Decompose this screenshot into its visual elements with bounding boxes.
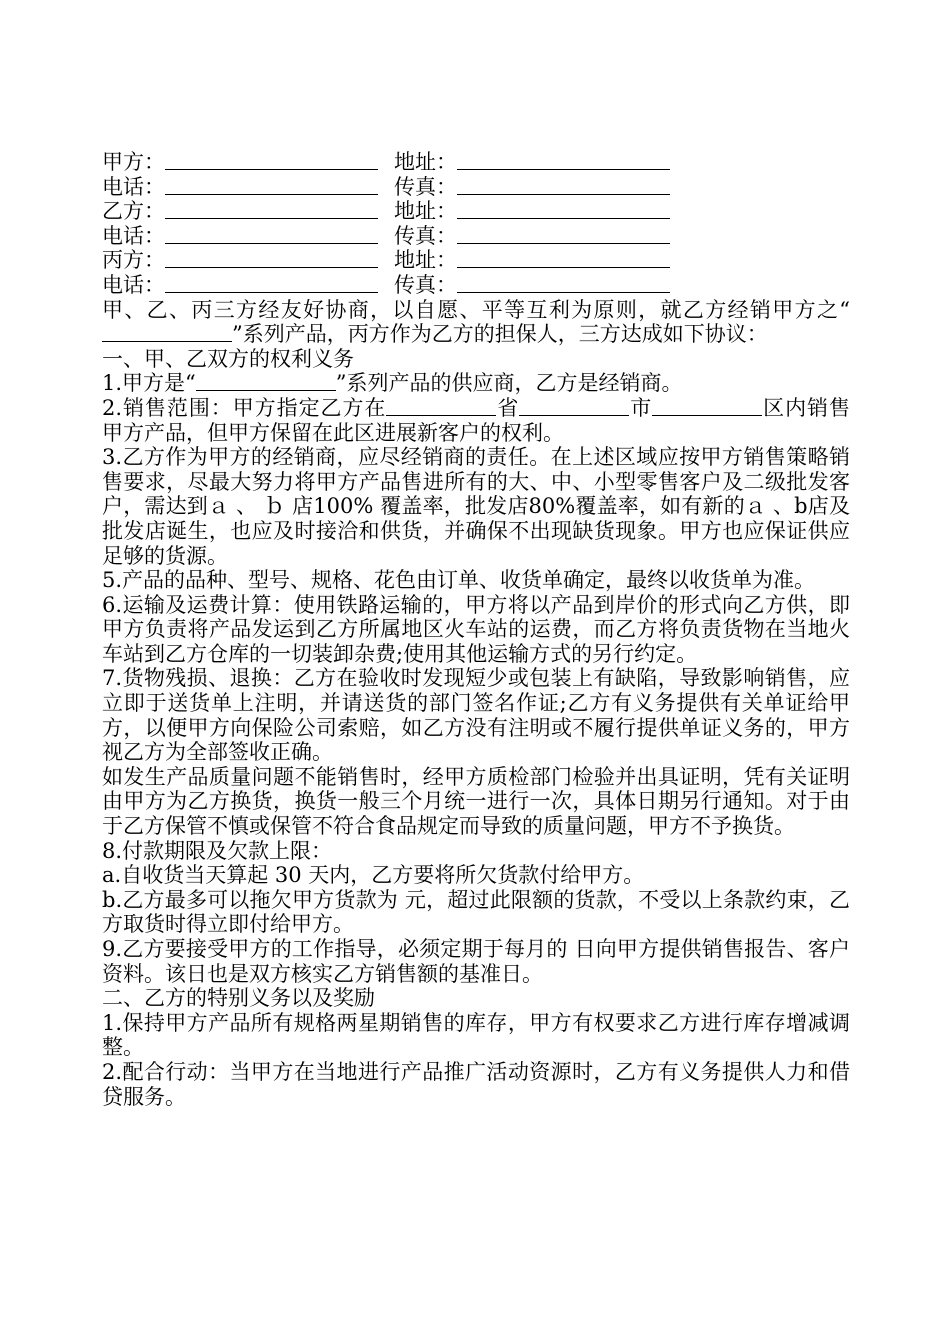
item-1-part2: ”系列产品的供应商，乙方是经销商。 [335,371,683,396]
party-row-6 [102,273,850,298]
party-row-5 [102,248,850,273]
item-3: 3.乙方作为甲方的经销商，应尽经销商的责任。在上述区域应按甲方销售策略销售要求，尽最大努力将甲方产品售进所有的大、中、小型零售客户及二级批发客户，需达到ａ 、 ｂ 店100% 覆盖率，批发店80%覆盖率，如有新的ａ 、b店及批发店诞生，也应及时接洽和供货，并确保不出现缺货现象。甲方也应保证供应足够的货源。 [102,445,850,568]
item-1 [102,371,850,396]
party-row-4 [102,224,850,249]
address-c-label: 地址： [394,248,457,273]
item-2-part1: 2.销售范围：甲方指定乙方在 [102,395,387,420]
address-b-label: 地址： [394,199,457,224]
fax-b-blank[interactable] [457,224,670,244]
party-b-blank[interactable] [165,199,378,219]
item-7b: 如发生产品质量问题不能销售时，经甲方质检部门检验并出具证明，凭有关证明由甲方为乙方换货，换货一般三个月统一进行一次，具体日期另行通知。对于由于乙方保管不慎或保管不符合食品规定而导致的质量问题，甲方不予换货。 [102,764,850,839]
item-5: 5.产品的品种、型号、规格、花色由订单、收货单确定，最终以收货单为准。 [102,568,816,593]
address-c-blank[interactable] [457,248,670,268]
party-c-blank[interactable] [165,248,378,268]
contract-page [102,150,850,1109]
item-7: 7.货物残损、退换：乙方在验收时发现短少或包装上有缺陷，导致影响销售，应立即于送货单上注明，并请送货的部门签名作证;乙方有义务提供有关单证给甲方，以便甲方向保险公司索赔，如乙方没有注明或不履行提供单证义务的，甲方视乙方为全部签收正确。 [102,666,850,765]
item-2-city-label: 市 [629,395,653,420]
phone-c-blank[interactable] [165,273,378,293]
item-2 [102,396,850,445]
address-b-blank[interactable] [457,199,670,219]
item-8b: b.乙方最多可以拖欠甲方货款为 元，超过此限额的货款，不受以上条款约束，乙方取货时得立即付给甲方。 [102,887,850,937]
section2-item-2: 2.配合行动：当甲方在当地进行产品推广活动资源时，乙方有义务提供人力和借贷服务。 [102,1059,850,1109]
section1-title: 一、甲、乙双方的权利义务 [102,346,354,371]
district-blank[interactable] [652,396,762,416]
fax-a-blank[interactable] [457,175,670,195]
item-8: 8.付款期限及欠款上限： [102,838,333,863]
section2-item-1: 1.保持甲方产品所有规格两星期销售的库存，甲方有权要求乙方进行库存增减调整。 [102,1010,850,1060]
intro-paragraph [102,298,850,347]
party-a-label: 甲方： [102,150,165,174]
fax-c-blank[interactable] [457,273,670,293]
party-row-1 [102,150,850,175]
phone-b-blank[interactable] [165,224,378,244]
item-1-product-blank[interactable] [196,371,336,391]
address-a-blank[interactable] [457,150,670,170]
city-blank[interactable] [519,396,629,416]
item-8a: a.自收货当天算起 30 天内，乙方要将所欠货款付给甲方。 [102,863,645,888]
fax-b-label: 传真： [394,223,457,248]
party-b-label: 乙方： [102,199,165,224]
item-2-province-label: 省 [496,395,520,420]
party-row-2 [102,175,850,200]
phone-c-label: 电话： [102,272,165,297]
party-row-3 [102,199,850,224]
phone-a-blank[interactable] [165,175,378,195]
product-name-blank[interactable] [102,322,232,342]
item-1-part1: 1.甲方是“ [102,371,196,396]
item-2-part4: 区内销售甲方产品，但甲方保留在此区进展新客户的权利。 [102,395,851,445]
intro-part1: 甲、乙、丙三方经友好协商，以自愿、平等互利为原则，就乙方经销甲方之“ [102,297,850,322]
address-a-label: 地址： [394,150,457,174]
phone-b-label: 电话： [102,223,165,248]
item-6: 6.运输及运费计算：使用铁路运输的，甲方将以产品到岸价的形式向乙方供，即甲方负责将产品发运到乙方所属地区火车站的运费，而乙方将负责货物在当地火车站到乙方仓库的一切装卸杂费;使用其他运输方式的另行约定。 [102,592,850,666]
fax-a-label: 传真： [394,174,457,199]
party-c-label: 丙方： [102,248,165,273]
section2-title: 二、乙方的特别义务以及奖励 [102,986,375,1011]
item-9: 9.乙方要接受甲方的工作指导，必须定期于每月的 日向甲方提供销售报告、客户资料。该日也是双方核实乙方销售额的基准日。 [102,937,850,986]
fax-c-label: 传真： [394,272,457,297]
province-blank[interactable] [386,396,496,416]
phone-a-label: 电话： [102,174,165,199]
party-a-blank[interactable] [165,150,378,170]
intro-part2: ”系列产品，丙方作为乙方的担保人，三方达成如下协议： [232,322,768,347]
